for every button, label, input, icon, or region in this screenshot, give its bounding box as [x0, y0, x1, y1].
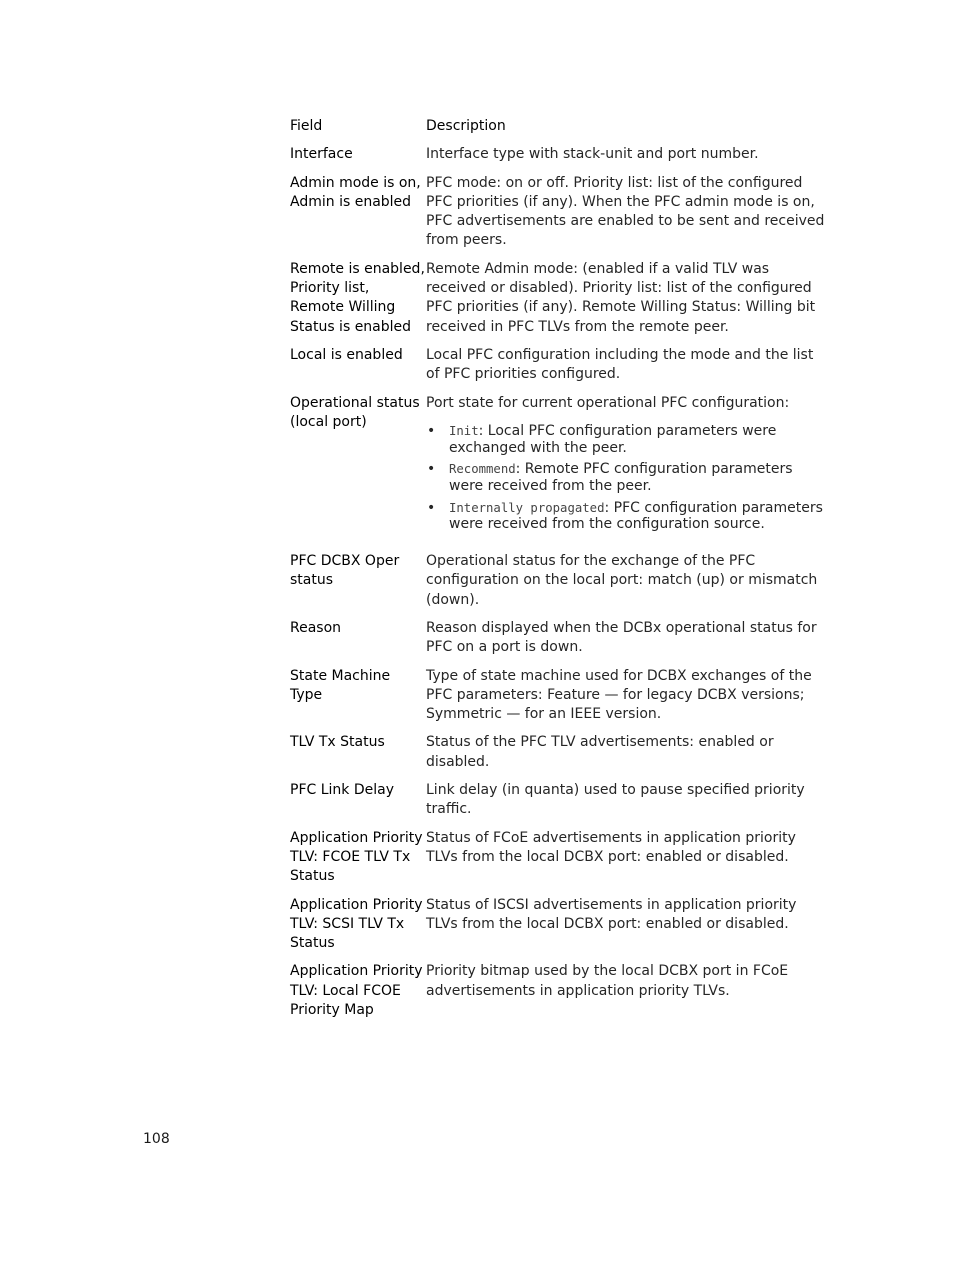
field-description: Priority bitmap used by the local DCBX port in FCoE advertisements in application priority TLVs.	[426, 963, 789, 999]
list-item	[426, 500, 830, 533]
field-name: TLV Tx Status	[290, 734, 385, 751]
field-name: Application Priority TLV: SCSI TLV Tx Status	[290, 896, 423, 952]
field-description: Remote Admin mode: (enabled if a valid TLV was received or disabled). Priority list: list of the configured PFC priorities (if any). Remote Willing Status: Willing bit received in PFC TLVs from the remote peer.	[426, 260, 816, 335]
table-row	[290, 829, 830, 896]
table-row	[290, 174, 830, 260]
field-description: PFC mode: on or off. Priority list: list of the configured PFC priorities (if any). When the PFC admin mode is on, PFC advertisements are enabled to be sent and received from peers.	[426, 174, 825, 249]
table-row	[290, 962, 830, 1029]
status-explanation: : Local PFC configuration parameters were exchanged with the peer.	[449, 422, 777, 456]
field-name: Reason	[290, 619, 342, 636]
field-description-table	[290, 117, 830, 1029]
table-row	[290, 260, 830, 346]
field-description: Status of the PFC TLV advertisements: enabled or disabled.	[426, 734, 774, 770]
field-description: Local PFC configuration including the mode and the list of PFC priorities configured.	[426, 346, 814, 383]
field-name: PFC DCBX Oper status	[290, 553, 400, 589]
table-row	[290, 781, 830, 829]
field-description: Port state for current operational PFC configuration:	[426, 394, 790, 411]
bullet-icon: •	[427, 461, 436, 478]
field-name: Interface	[290, 146, 353, 163]
status-code: Init	[449, 423, 479, 438]
field-name: Admin mode is on, Admin is enabled	[290, 174, 421, 210]
field-description: Type of state machine used for DCBX exchanges of the PFC parameters: Feature — for legacy DCBX versions; Symmetric — for an IEEE version.	[426, 667, 812, 723]
field-name: Remote is enabled, Priority list, Remote Willing Status is enabled	[290, 260, 425, 335]
description-column-header: Description	[426, 118, 506, 134]
operational-status-list	[426, 423, 830, 533]
list-item	[426, 461, 830, 494]
table-row	[290, 346, 830, 394]
field-name: PFC Link Delay	[290, 782, 394, 799]
table-row	[290, 552, 830, 619]
field-name: Application Priority TLV: Local FCOE Priority Map	[290, 963, 423, 1019]
table-row	[290, 733, 830, 781]
table-row	[290, 394, 830, 553]
table-header-row	[290, 117, 830, 145]
field-description: Status of ISCSI advertisements in application priority TLVs from the local DCBX port: enabled or disabled.	[426, 896, 797, 932]
table-row	[290, 145, 830, 173]
table-row	[290, 619, 830, 667]
field-column-header: Field	[290, 118, 323, 134]
bullet-icon: •	[427, 499, 436, 516]
field-name: Local is enabled	[290, 346, 403, 363]
field-description: Status of FCoE advertisements in application priority TLVs from the local DCBX port: enabled or disabled.	[426, 829, 796, 865]
table-row	[290, 896, 830, 963]
field-description-with-list	[426, 394, 830, 553]
status-code: Internally propagated	[449, 500, 605, 515]
field-description: Interface type with stack-unit and port number.	[426, 146, 759, 163]
field-description: Link delay (in quanta) used to pause specified priority traffic.	[426, 782, 805, 818]
field-description: Operational status for the exchange of the PFC configuration on the local port: match (up) or mismatch (down).	[426, 553, 818, 608]
field-name: State Machine Type	[290, 667, 391, 703]
table-row	[290, 667, 830, 734]
bullet-icon: •	[427, 422, 436, 439]
status-explanation: : Remote PFC configuration parameters were received from the peer.	[449, 461, 793, 494]
status-explanation: : PFC configuration parameters were received from the configuration source.	[449, 499, 823, 533]
field-description: Reason displayed when the DCBx operational status for PFC on a port is down.	[426, 619, 817, 656]
field-name: Application Priority TLV: FCOE TLV Tx Status	[290, 829, 423, 885]
list-item	[426, 423, 830, 456]
page-number: 108	[143, 1131, 170, 1147]
status-code: Recommend	[449, 462, 516, 477]
field-name: Operational status (local port)	[290, 394, 420, 430]
